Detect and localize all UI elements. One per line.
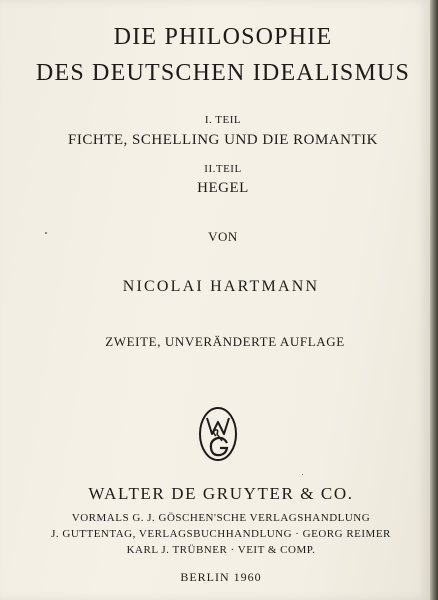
book-title-line-2: DES DEUTSCHEN IDEALISMUS [35,60,411,86]
book-title-line-1: DIE PHILOSOPHIE [113,24,333,50]
part-2-label: II.TEIL [204,163,242,175]
publisher-line-2: J. GUTTENTAG, VERLAGSBUCHHANDLUNG · GEORG REIMER [51,528,391,540]
part-1-label: I. TEIL [204,114,242,126]
by-label: VON [208,229,238,244]
publisher-line-3: KARL J. TRÜBNER · VEIT & COMP. [126,544,316,556]
paper-speck [302,474,303,475]
part-1-subtitle: FICHTE, SCHELLING UND DIE ROMANTIK [68,132,378,148]
edition-statement: ZWEITE, UNVERÄNDERTE AUFLAGE [105,334,345,349]
publisher-monogram-icon [198,406,238,462]
author-name: NICOLAI HARTMANN [122,278,320,295]
publisher-line-1: VORMALS G. J. GÖSCHEN'SCHE VERLAGSHANDLUNG [71,512,371,524]
part-2-subtitle: HEGEL [197,180,249,196]
page-edge-shadow [430,0,438,600]
paper-speck [45,232,47,234]
publisher-name: WALTER DE GRUYTER & CO. [88,484,354,503]
place-and-year: BERLIN 1960 [180,570,262,584]
